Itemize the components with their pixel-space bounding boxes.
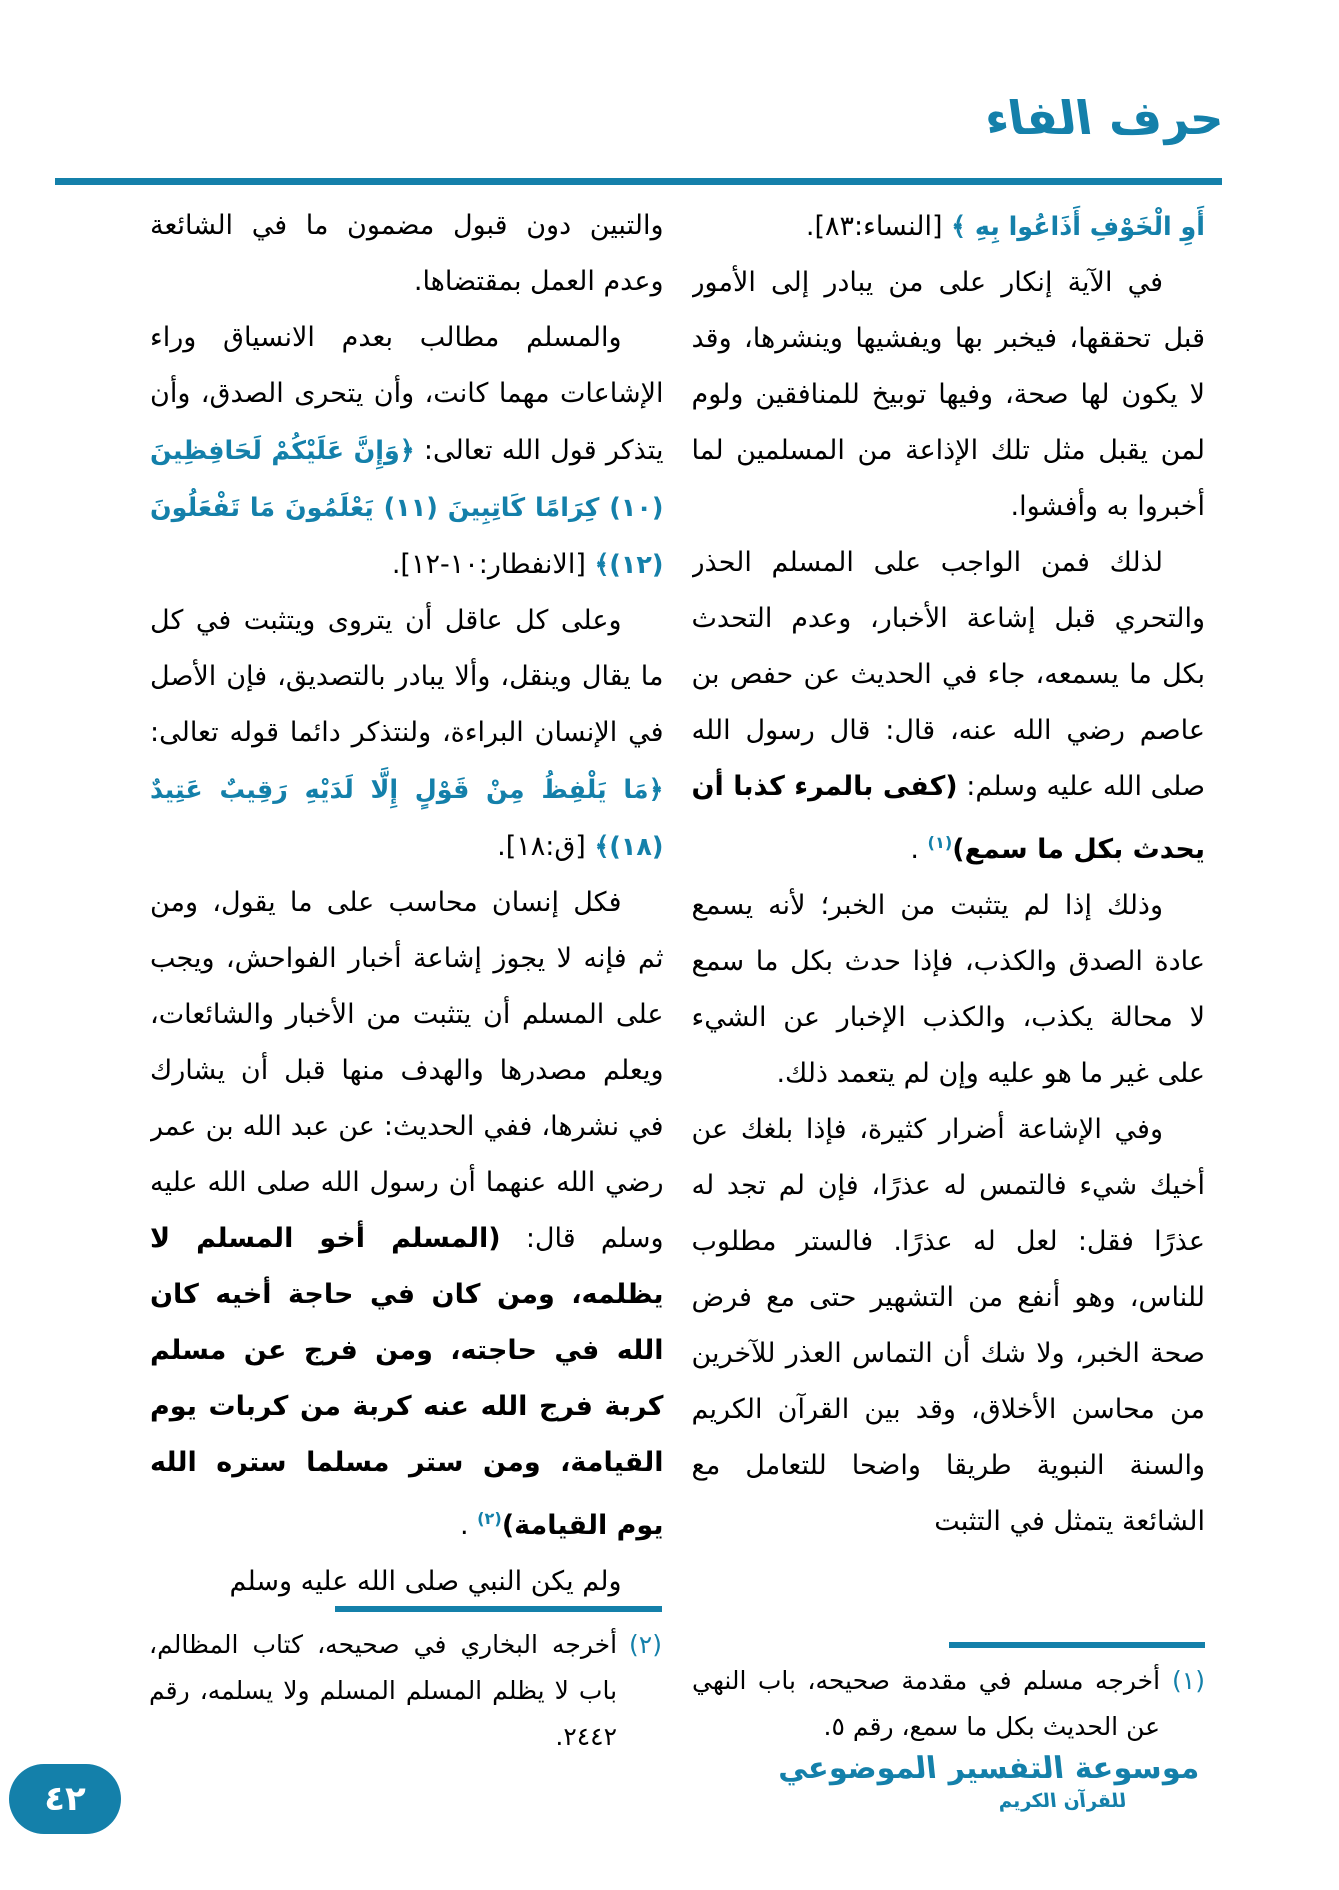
- body-text: .: [459, 1510, 478, 1541]
- body-text: لذلك فمن الواجب على المسلم الحذر والتحري قبل إشاعة الأخبار، وعدم التحدث بكل ما يسمعه، جاء في الحديث عن حفص بن عاصم رضي الله عنه، قال: قال رسول الله صلى الله عليه وسلم:: [691, 547, 1205, 802]
- page-number: ٤٢: [44, 1779, 86, 1819]
- quran-verse-text: ﴿مَا يَلْفِظُ مِنْ قَوْلٍ إِلَّا لَدَيْهِ رَقِيبٌ عَتِيدٌ (١٨)﴾: [150, 774, 664, 861]
- logo-subtitle: للقرآن الكريم: [996, 1790, 1128, 1812]
- body-text: وعلى كل عاقل أن يتروى ويتثبت في كل ما يقال وينقل، وألا يبادر بالتصديق، فإن الأصل في الإنسان البراءة، ولنتذكر دائما قوله تعالى:: [150, 605, 664, 748]
- footnote-marker: (١): [1172, 1666, 1205, 1695]
- column-right: [692, 198, 1206, 1636]
- verse-citation: [النساء:٨٣].: [805, 211, 952, 242]
- continuation-line: [150, 198, 664, 310]
- footnote-1: [692, 1642, 1205, 1750]
- footnote-separator: [335, 1606, 662, 1612]
- text-columns: [150, 198, 1205, 1636]
- header-rule: [55, 178, 1222, 185]
- logo-title: موسوعة التفسير الموضوعي: [775, 1751, 1201, 1786]
- paragraph: [150, 1554, 664, 1598]
- paragraph: [692, 878, 1206, 1102]
- paragraph-with-verse: [150, 593, 664, 875]
- quran-verse-text: ﴿وَإِنَّ عَلَيْكُمْ لَحَافِظِينَ (١٠) كِرَامًا كَاتِبِينَ (١١) يَعْلَمُونَ مَا تَفْعَلُونَ (١٢)﴾: [150, 435, 664, 579]
- body-text: ولم يكن النبي صلى الله عليه وسلم: [229, 1566, 622, 1597]
- body-text: والمسلم مطالب بعدم الانسياق وراء الإشاعات مهما كانت، وأن يتحرى الصدق، وأن يتذكر قول الله تعالى:: [150, 322, 664, 466]
- footnote-separator: [949, 1642, 1205, 1648]
- footnote-text: أخرجه البخاري في صحيحه، كتاب المظالم، باب لا يظلم المسلم المسلم ولا يسلمه، رقم ٢٤٤٢.: [149, 1630, 618, 1751]
- footnote-text: أخرجه مسلم في مقدمة صحيحه، باب النهي عن الحديث بكل ما سمع، رقم ٥.: [692, 1666, 1161, 1741]
- body-text: (كفى بالمرء كذبا أن يحدث بكل ما سمع): [691, 771, 1205, 865]
- body-text: .: [910, 834, 928, 865]
- body-text: فكل إنسان محاسب على ما يقول، ومن ثم فإنه لا يجوز إشاعة أخبار الفواحش، ويجب على المسلم أن يتثبت من الأخبار والشائعات، ويعلم مصدرها والهدف منها قبل أن يشارك في نشرها، ففي الحديث: عن عبد الله بن عمر رضي الله عنهما أن رسول الله صلى الله عليه وسلم قال:: [150, 887, 664, 1254]
- body-text: في الآية إنكار على من يبادر إلى الأمور قبل تحققها، فيخبر بها ويفشيها وينشرها، وقد لا يكون لها صحة، وفيها توبيخ للمنافقين ولوم لمن يقبل مثل تلك الإذاعة من المسلمين لما أخبروا به وأفشوا.: [691, 267, 1205, 522]
- body-text: والتبين دون قبول مضمون ما في الشائعة وعدم العمل بمقتضاها.: [150, 210, 664, 297]
- footnote-reference-marker: (٢): [477, 1509, 502, 1528]
- paragraph: [692, 1102, 1206, 1550]
- body-text: (المسلم أخو المسلم لا يظلمه، ومن كان في حاجة أخيه كان الله في حاجته، ومن فرج عن مسلم كربة فرج الله عنه كربة من كربات يوم القيامة، ومن ستر مسلما ستره الله يوم القيامة): [150, 1223, 664, 1541]
- footnote-2: [149, 1606, 662, 1760]
- page-number-badge: [9, 1764, 121, 1834]
- body-text: وفي الإشاعة أضرار كثيرة، فإذا بلغك عن أخيك شيء فالتمس له عذرًا، فإن لم تجد له عذرًا فقل: لعل له عذرًا. فالستر مطلوب للناس، وهو أنفع من التشهير حتى مع فرض صحة الخبر، ولا شك أن التماس العذر للآخرين من محاسن الأخلاق، وقد بين القرآن الكريم والسنة النبوية طريقا واضحا للتعامل مع الشائعة يتمثل في التثبت: [691, 1114, 1205, 1537]
- footnote-reference-marker: (١): [927, 833, 953, 852]
- verse-citation: [الانفطار:١٠-١٢].: [391, 549, 595, 580]
- publisher-logo: [775, 1748, 1204, 1813]
- footnote-marker: (٢): [629, 1630, 662, 1659]
- chapter-header-title: حرف الفاء: [980, 91, 1227, 145]
- column-left: [150, 198, 664, 1598]
- paragraph-with-verse: [150, 310, 664, 593]
- paragraph-with-hadith: [692, 535, 1206, 878]
- paragraph-with-hadith: [150, 875, 664, 1554]
- paragraph: [692, 255, 1206, 535]
- quran-verse-text: أَوِ الْخَوْفِ أَذَاعُوا بِهِ ﴾: [951, 211, 1205, 241]
- verse-continuation-line: [692, 198, 1206, 255]
- verse-citation: [ق:١٨].: [497, 831, 595, 862]
- body-text: وذلك إذا لم يتثبت من الخبر؛ لأنه يسمع عادة الصدق والكذب، فإذا حدث بكل ما سمع لا محالة يكذب، والكذب الإخبار عن الشيء على غير ما هو عليه وإن لم يتعمد ذلك.: [691, 890, 1205, 1089]
